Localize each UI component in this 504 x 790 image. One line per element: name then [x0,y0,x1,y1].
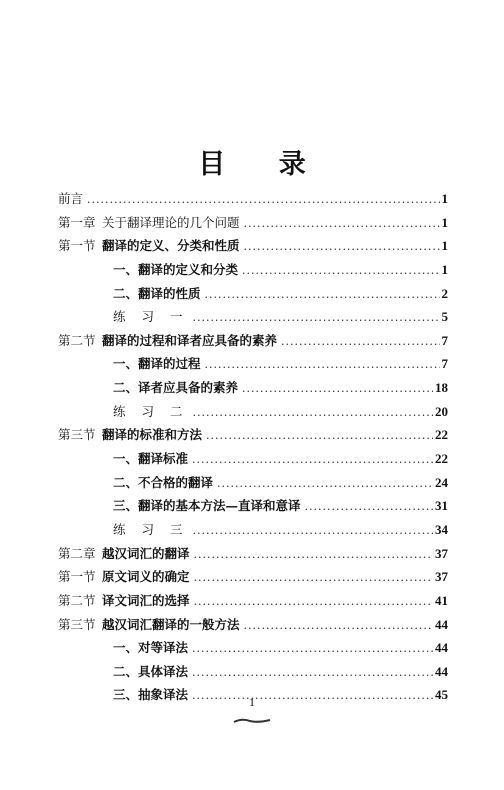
toc-entry-number: 第三节 [58,616,96,632]
toc-entry-page: 44 [435,616,448,632]
toc-leader-dots [192,661,433,684]
toc-entry-title: 翻译的过程和译者应具备的素养 [102,332,278,348]
toc-entry[interactable] [58,660,448,684]
toc-entry-number: 第一节 [58,238,96,254]
toc-entry-number: 第二节 [58,332,96,348]
toc-entry[interactable] [58,282,448,306]
toc-entry-page: 20 [435,403,448,419]
toc-leader-dots [244,212,440,235]
toc-entry-page: 44 [435,663,448,679]
toc-leader-dots [192,519,433,542]
toc-entry-title: 二、译者应具备的素养 [113,380,239,396]
toc-entry-label [58,234,242,258]
toc-entry[interactable] [58,542,448,566]
toc-entry[interactable] [58,471,448,495]
toc-entry[interactable] [58,400,448,424]
toc-entry-page: 44 [435,640,448,656]
toc-entry-page: 31 [435,498,448,514]
toc-entry-label [58,282,203,306]
toc-entry[interactable] [58,329,448,353]
toc-entry-title: 三、翻译的基本方法—直译和意译 [113,498,301,514]
toc-entry-number: 第一节 [58,569,96,585]
toc-entry[interactable] [58,494,448,518]
toc-entry-label [58,518,190,542]
toc-entry-title: 前言 [58,191,84,206]
toc-entry-label [58,494,303,518]
toc-leader-dots [192,306,439,329]
toc-entry-label [58,187,85,211]
toc-leader-dots [194,590,433,613]
toc-entry-label [58,423,204,447]
toc-entry[interactable] [58,518,448,542]
toc-leader-dots [281,330,439,353]
toc-entry-label [58,258,240,282]
toc-entry-title: 练 习 二 [113,403,189,419]
toc-entry-title: 一、翻译标准 [113,451,189,467]
toc-entry-title: 翻译的定义、分类和性质 [102,238,240,254]
toc-entry[interactable] [58,636,448,660]
toc-leader-dots [205,353,440,376]
toc-entry-label [58,636,190,660]
toc-entry-page: 41 [435,592,448,608]
toc-entry-label [58,447,190,471]
toc-leader-dots [87,188,439,211]
toc-entry-label [58,589,192,613]
toc-entry-title: 一、对等译法 [113,640,189,656]
toc-leader-dots [305,495,433,518]
toc-entry-page: 18 [435,380,448,396]
toc-entry-title: 一、翻译的定义和分类 [113,261,239,277]
toc-entry-label [58,329,279,353]
toc-leader-dots [217,472,433,495]
toc-entry-label [58,376,240,400]
toc-entry-number: 第二节 [58,592,96,608]
toc-entry-title: 越汉词汇翻译的一般方法 [102,616,240,632]
toc-entry-title: 关于翻译理论的几个问题 [102,214,240,230]
toc-entry-title: 越汉词汇的翻译 [102,545,190,561]
toc-entry-number: 第一章 [58,214,96,230]
toc-entry-label [58,352,203,376]
toc-entry-title: 翻译的标准和方法 [102,427,203,443]
toc-entry-page: 37 [435,545,448,561]
toc-leader-dots [194,566,433,589]
toc-entry[interactable] [58,447,448,471]
toc-entry-number: 第三节 [58,427,96,443]
toc-entry-page: 1 [441,238,448,254]
toc-leader-dots [244,614,433,637]
toc-entry[interactable] [58,352,448,376]
toc-entry-label [58,565,192,589]
page-title: 目 录 [198,149,328,180]
toc-entry-number: 第二章 [58,545,96,561]
toc-entry-page: 1 [441,214,448,230]
toc-entry-title: 原文词义的确定 [102,569,190,585]
toc-entry-title: 练 习 三 [113,521,189,537]
toc-entry-title: 二、翻译的性质 [113,285,201,301]
toc-entry-page: 22 [435,451,448,467]
toc-entry-label [58,660,190,684]
toc-leader-dots [192,637,433,660]
toc-entry-title: 三、抽象译法 [113,687,189,703]
toc-entry[interactable] [58,258,448,282]
toc-entry-title: 译文词汇的选择 [102,592,190,608]
toc-entry-page: 24 [435,474,448,490]
toc-entry-title: 二、具体译法 [113,663,189,679]
toc-entry-page: 7 [441,356,448,372]
toc-leader-dots [192,401,433,424]
toc-entry-title: 二、不合格的翻译 [113,474,214,490]
toc-entry-label [58,211,242,235]
toc-leader-dots [242,377,433,400]
toc-entry-label [58,305,190,329]
toc-entry-label [58,542,192,566]
toc-leader-dots [206,424,433,447]
toc-entry[interactable] [58,211,448,235]
toc-entry-label [58,400,190,424]
toc-entry-page: 1 [441,261,448,277]
page-number: 1 [249,695,255,709]
table-of-contents [58,187,448,707]
toc-entry-title: 一、翻译的过程 [113,356,201,372]
toc-entry-page: 5 [441,309,448,325]
toc-leader-dots [194,543,433,566]
toc-entry-page: 1 [441,191,448,206]
toc-leader-dots [242,259,439,282]
toc-entry-label [58,471,215,495]
toc-entry-page: 37 [435,569,448,585]
toc-entry[interactable] [58,613,448,637]
toc-entry-label [58,613,242,637]
toc-entry[interactable] [58,376,448,400]
toc-leader-dots [192,448,433,471]
toc-entry[interactable] [58,589,448,613]
toc-leader-dots [205,283,440,306]
toc-entry-page: 22 [435,427,448,443]
toc-entry[interactable] [58,234,448,258]
toc-entry[interactable] [58,423,448,447]
toc-entry-page: 7 [441,332,448,348]
scan-artifact-mark [232,718,272,724]
toc-entry-page: 34 [435,521,448,537]
toc-entry[interactable] [58,305,448,329]
toc-entry-page: 2 [441,285,448,301]
toc-entry[interactable] [58,187,448,211]
toc-entry[interactable] [58,565,448,589]
toc-entry-page: 45 [435,687,448,703]
toc-entry-title: 练 习 一 [113,309,189,325]
toc-leader-dots [244,235,440,258]
